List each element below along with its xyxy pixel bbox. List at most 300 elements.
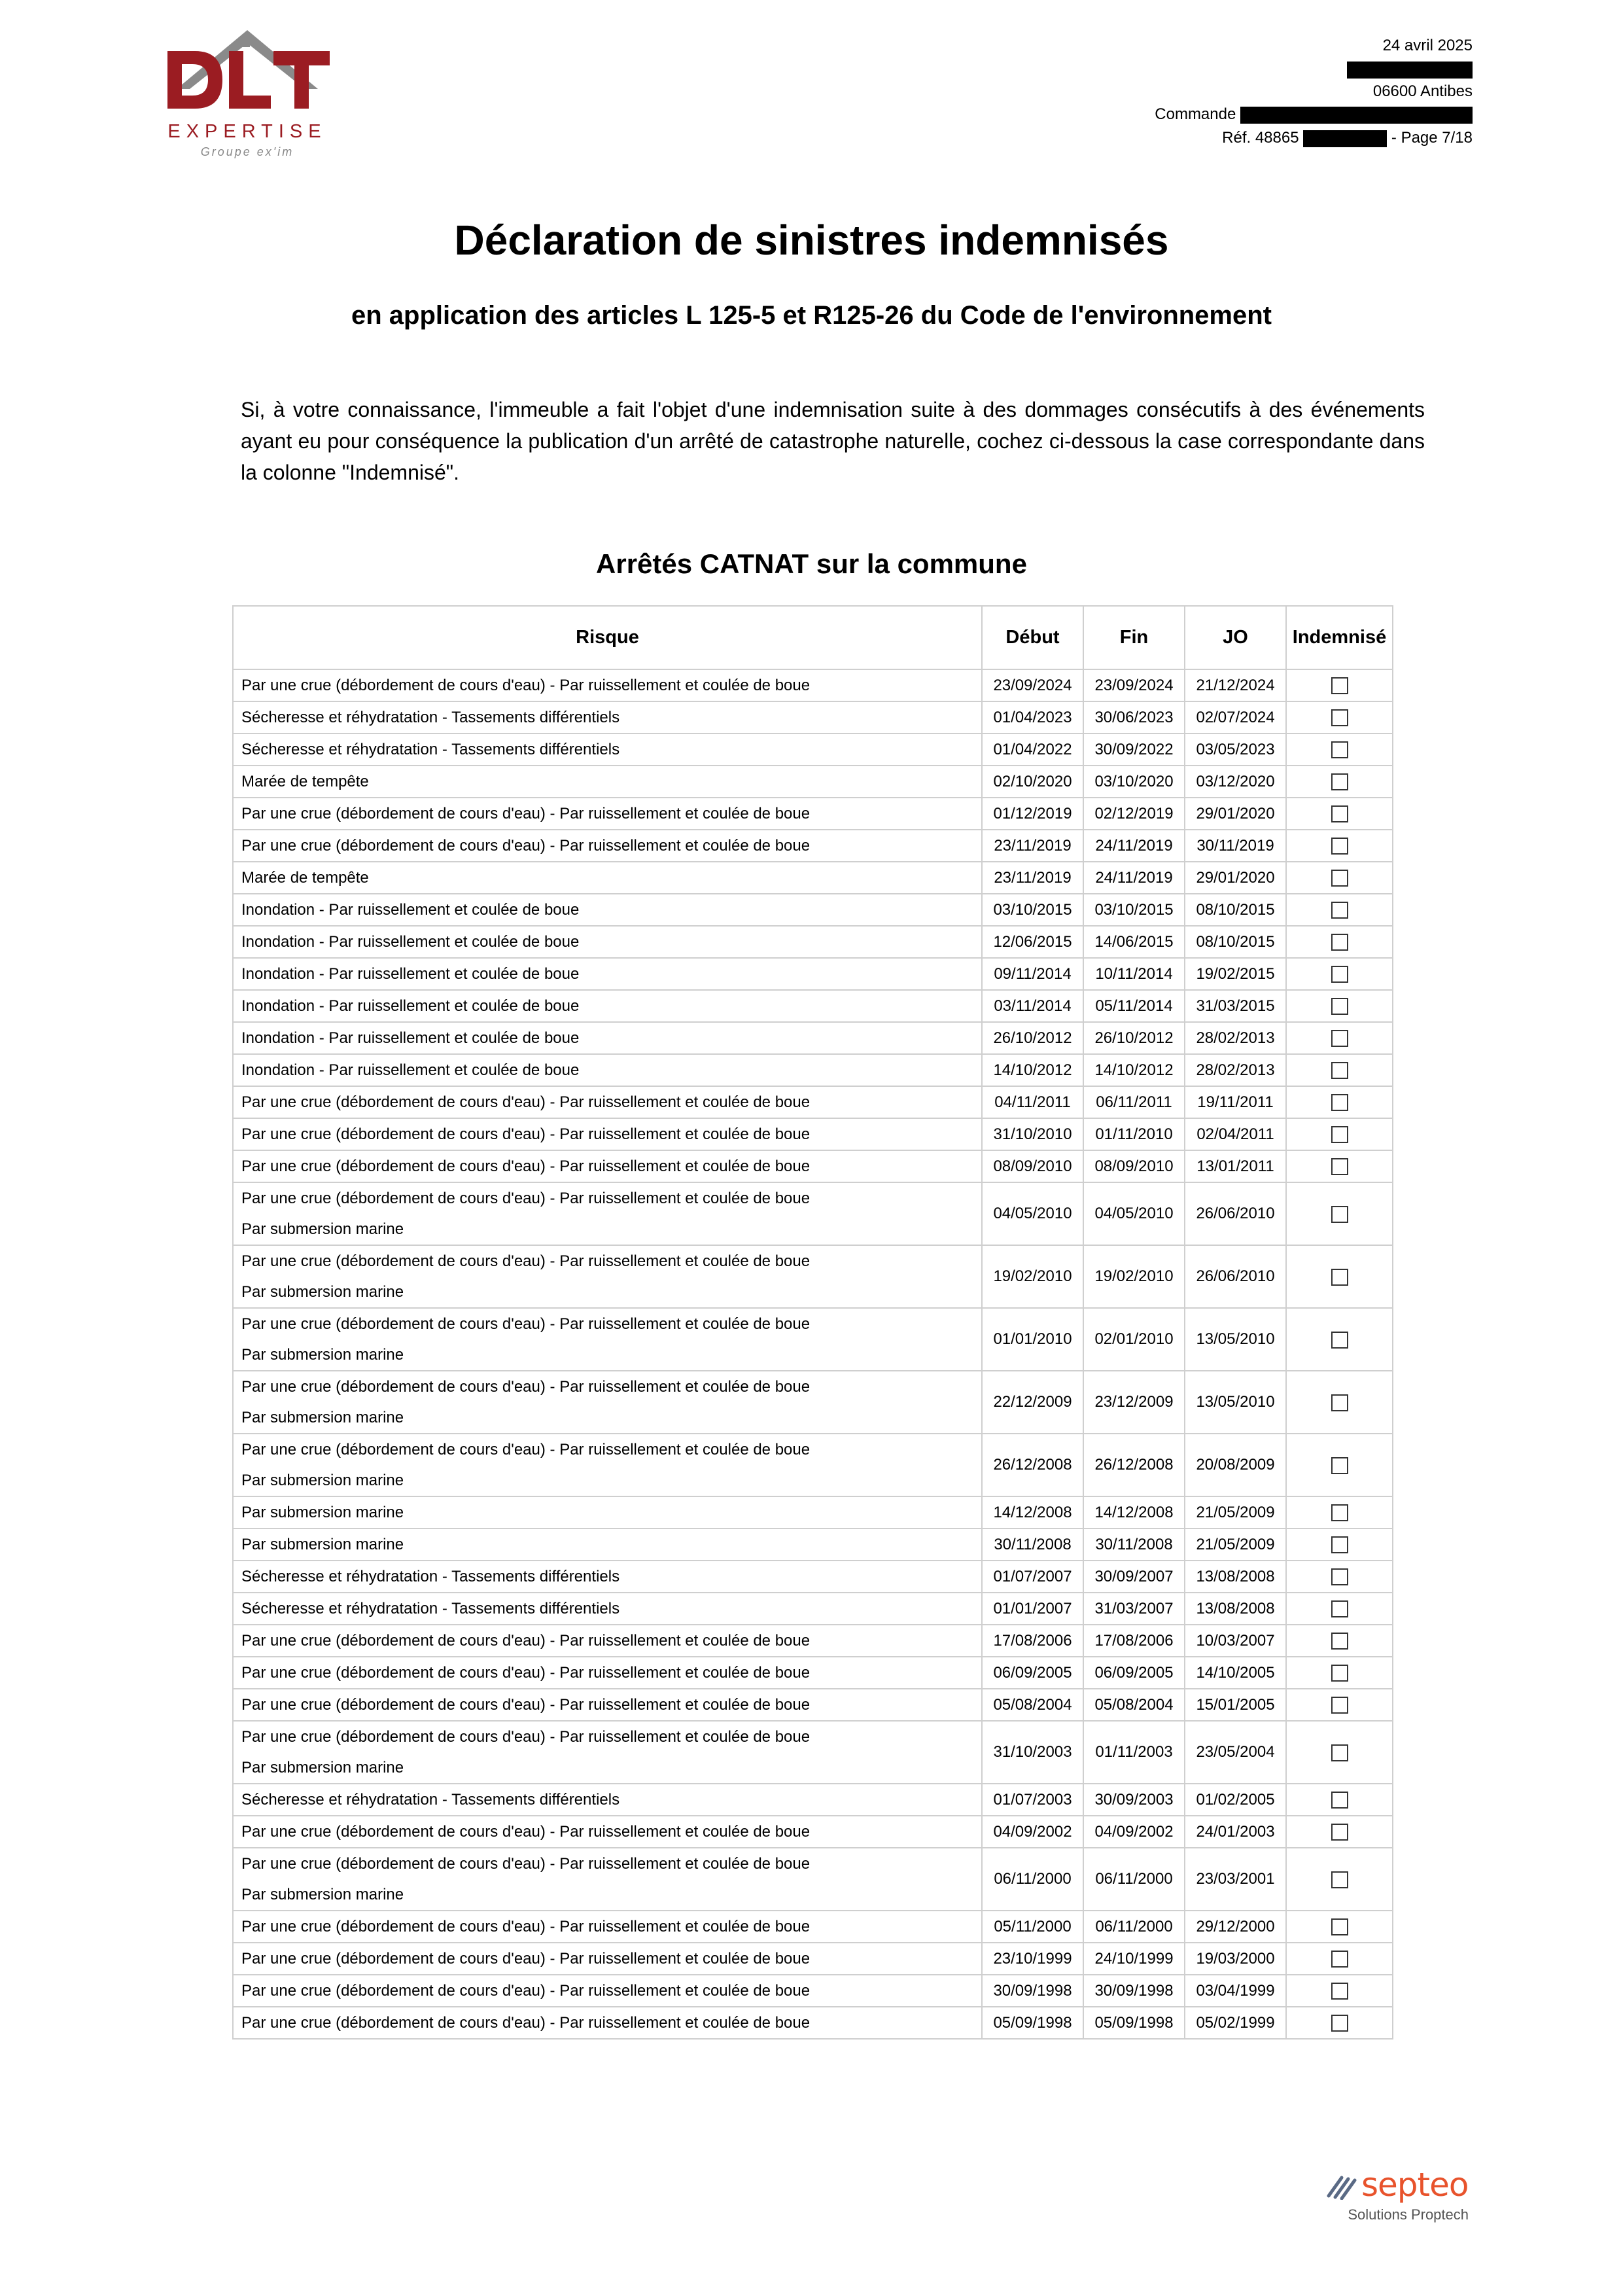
jo-cell: 20/08/2009 <box>1185 1434 1286 1496</box>
indemnise-checkbox[interactable] <box>1331 1951 1348 1968</box>
jo-cell: 02/07/2024 <box>1185 701 1286 733</box>
header-date: 24 avril 2025 <box>1382 37 1473 54</box>
table-row <box>233 894 1393 926</box>
debut-cell: 23/10/1999 <box>982 1943 1083 1975</box>
fin-cell: 30/09/2022 <box>1083 733 1185 766</box>
jo-cell: 10/03/2007 <box>1185 1625 1286 1657</box>
fin-cell: 14/10/2012 <box>1083 1054 1185 1086</box>
risque-cell <box>233 1371 982 1434</box>
column-header-risque: Risque <box>233 606 982 669</box>
indemnise-cell <box>1286 1528 1393 1561</box>
fin-cell: 30/06/2023 <box>1083 701 1185 733</box>
indemnise-cell <box>1286 1150 1393 1182</box>
debut-cell: 01/07/2003 <box>982 1784 1083 1816</box>
table-row <box>233 798 1393 830</box>
redaction-bar <box>1303 130 1387 147</box>
table-row <box>233 1593 1393 1625</box>
indemnise-checkbox[interactable] <box>1331 1697 1348 1714</box>
table-row <box>233 1657 1393 1689</box>
indemnise-checkbox[interactable] <box>1331 773 1348 790</box>
page-title: Déclaration de sinistres indemnisés <box>454 217 1169 264</box>
risque-cell <box>233 669 982 701</box>
risque-line: Sécheresse et réhydratation - Tassements différentiels <box>241 1600 620 1617</box>
debut-cell: 02/10/2020 <box>982 766 1083 798</box>
indemnise-cell <box>1286 1561 1393 1593</box>
fin-cell: 26/12/2008 <box>1083 1434 1185 1496</box>
risque-cell <box>233 1496 982 1528</box>
risque-line: Par une crue (débordement de cours d'eau) - Par ruissellement et coulée de boue <box>241 1125 811 1143</box>
column-header-debut: Début <box>982 606 1083 669</box>
jo-cell: 21/05/2009 <box>1185 1528 1286 1561</box>
jo-cell: 15/01/2005 <box>1185 1689 1286 1721</box>
indemnise-checkbox[interactable] <box>1331 1918 1348 1935</box>
indemnise-checkbox[interactable] <box>1331 966 1348 983</box>
indemnise-checkbox[interactable] <box>1331 1332 1348 1349</box>
indemnise-checkbox[interactable] <box>1331 1158 1348 1175</box>
risque-cell <box>233 1245 982 1308</box>
table-body <box>233 669 1393 2039</box>
risque-line: Par une crue (débordement de cours d'eau) - Par ruissellement et coulée de boue <box>241 677 811 694</box>
risque-line: Par une crue (débordement de cours d'eau) - Par ruissellement et coulée de boue <box>241 1252 811 1270</box>
jo-cell: 31/03/2015 <box>1185 990 1286 1022</box>
fin-cell: 01/11/2010 <box>1083 1118 1185 1150</box>
redaction-bar <box>1240 107 1473 124</box>
risque-line: Par submersion marine <box>241 1759 404 1776</box>
risque-cell <box>233 1943 982 1975</box>
redaction-bar <box>1347 62 1473 79</box>
indemnise-checkbox[interactable] <box>1331 805 1348 822</box>
debut-cell: 08/09/2010 <box>982 1150 1083 1182</box>
indemnise-cell <box>1286 894 1393 926</box>
table-row <box>233 1911 1393 1943</box>
indemnise-cell <box>1286 1434 1393 1496</box>
risque-cell <box>233 862 982 894</box>
risque-line: Par submersion marine <box>241 1346 404 1364</box>
risque-line: Par une crue (débordement de cours d'eau) - Par ruissellement et coulée de boue <box>241 1950 811 1968</box>
indemnise-checkbox[interactable] <box>1331 1062 1348 1079</box>
indemnise-checkbox[interactable] <box>1331 1206 1348 1223</box>
risque-line: Par une crue (débordement de cours d'eau) - Par ruissellement et coulée de boue <box>241 1632 811 1650</box>
table-row <box>233 1308 1393 1371</box>
indemnise-checkbox[interactable] <box>1331 870 1348 887</box>
fin-cell: 30/09/2003 <box>1083 1784 1185 1816</box>
indemnise-checkbox[interactable] <box>1331 1792 1348 1809</box>
debut-cell: 01/04/2023 <box>982 701 1083 733</box>
debut-cell: 01/01/2007 <box>982 1593 1083 1625</box>
indemnise-cell <box>1286 1943 1393 1975</box>
debut-cell: 05/08/2004 <box>982 1689 1083 1721</box>
jo-cell: 19/02/2015 <box>1185 958 1286 990</box>
debut-cell: 04/05/2010 <box>982 1182 1083 1245</box>
risque-line: Marée de tempête <box>241 773 369 790</box>
table-row <box>233 1943 1393 1975</box>
risque-cell <box>233 1721 982 1784</box>
dlt-logo-mark <box>149 26 345 124</box>
risque-cell <box>233 1848 982 1911</box>
column-header-indemnise: Indemnisé <box>1286 606 1393 669</box>
risque-line: Inondation - Par ruissellement et coulée de boue <box>241 901 580 919</box>
fin-cell: 05/11/2014 <box>1083 990 1185 1022</box>
risque-line: Par submersion marine <box>241 1886 404 1903</box>
risque-line: Par une crue (débordement de cours d'eau) - Par ruissellement et coulée de boue <box>241 1728 811 1746</box>
risque-line: Par submersion marine <box>241 1536 404 1553</box>
risque-cell <box>233 1054 982 1086</box>
risque-cell <box>233 701 982 733</box>
indemnise-checkbox[interactable] <box>1331 1030 1348 1047</box>
table-row <box>233 701 1393 733</box>
jo-cell: 29/01/2020 <box>1185 798 1286 830</box>
risque-cell <box>233 894 982 926</box>
risque-cell <box>233 798 982 830</box>
risque-cell <box>233 2007 982 2039</box>
indemnise-checkbox[interactable] <box>1331 1269 1348 1286</box>
risque-cell <box>233 1150 982 1182</box>
risque-line: Par une crue (débordement de cours d'eau) - Par ruissellement et coulée de boue <box>241 1441 811 1458</box>
table-row <box>233 733 1393 766</box>
indemnise-cell <box>1286 1593 1393 1625</box>
jo-cell: 03/04/1999 <box>1185 1975 1286 2007</box>
fin-cell: 30/11/2008 <box>1083 1528 1185 1561</box>
risque-cell <box>233 1593 982 1625</box>
page-subtitle: en application des articles L 125-5 et R125-26 du Code de l'environnement <box>351 301 1272 330</box>
indemnise-cell <box>1286 1054 1393 1086</box>
risque-cell <box>233 1434 982 1496</box>
septeo-mark-icon <box>1325 2171 1359 2200</box>
indemnise-cell <box>1286 1308 1393 1371</box>
risque-cell <box>233 1308 982 1371</box>
risque-cell <box>233 766 982 798</box>
table-row <box>233 1528 1393 1561</box>
indemnise-cell <box>1286 1721 1393 1784</box>
indemnise-checkbox[interactable] <box>1331 1871 1348 1888</box>
risque-line: Par submersion marine <box>241 1409 404 1426</box>
commande-label: Commande <box>1155 105 1236 123</box>
table-row <box>233 1371 1393 1434</box>
risque-line: Sécheresse et réhydratation - Tassements différentiels <box>241 1568 620 1585</box>
fin-cell: 06/11/2000 <box>1083 1911 1185 1943</box>
jo-cell: 21/05/2009 <box>1185 1496 1286 1528</box>
risque-line: Marée de tempête <box>241 869 369 887</box>
intro-paragraph: Si, à votre connaissance, l'immeuble a fait l'objet d'une indemnisation suite à des dommages consécutifs à des événements ayant eu pour conséquence la publication d'un arrêté de catastrophe naturelle, cochez ci-dessous la case correspondante dans la colonne "Indemnisé". <box>241 398 1425 484</box>
debut-cell: 09/11/2014 <box>982 958 1083 990</box>
indemnise-cell <box>1286 1022 1393 1054</box>
table-row <box>233 830 1393 862</box>
jo-cell: 29/12/2000 <box>1185 1911 1286 1943</box>
jo-cell: 01/02/2005 <box>1185 1784 1286 1816</box>
logo-expertise-text: EXPERTISE <box>167 121 327 142</box>
jo-cell: 13/08/2008 <box>1185 1561 1286 1593</box>
column-header-jo: JO <box>1185 606 1286 669</box>
risque-line: Inondation - Par ruissellement et coulée de boue <box>241 1029 580 1047</box>
indemnise-checkbox[interactable] <box>1331 1983 1348 2000</box>
fin-cell: 08/09/2010 <box>1083 1150 1185 1182</box>
indemnise-checkbox[interactable] <box>1331 1504 1348 1521</box>
fin-cell: 06/11/2011 <box>1083 1086 1185 1118</box>
debut-cell: 30/09/1998 <box>982 1975 1083 2007</box>
risque-line: Sécheresse et réhydratation - Tassements différentiels <box>241 709 620 726</box>
indemnise-checkbox[interactable] <box>1331 2015 1348 2032</box>
fin-cell: 02/12/2019 <box>1083 798 1185 830</box>
indemnise-cell <box>1286 1245 1393 1308</box>
risque-cell <box>233 1816 982 1848</box>
debut-cell: 26/10/2012 <box>982 1022 1083 1054</box>
indemnise-checkbox[interactable] <box>1331 838 1348 855</box>
table-row <box>233 1054 1393 1086</box>
risque-cell <box>233 1528 982 1561</box>
debut-cell: 01/07/2007 <box>982 1561 1083 1593</box>
fin-cell: 19/02/2010 <box>1083 1245 1185 1308</box>
table-row <box>233 1150 1393 1182</box>
table-row <box>233 1086 1393 1118</box>
debut-cell: 03/10/2015 <box>982 894 1083 926</box>
table-row <box>233 1689 1393 1721</box>
debut-cell: 23/11/2019 <box>982 862 1083 894</box>
indemnise-cell <box>1286 733 1393 766</box>
fin-cell: 02/01/2010 <box>1083 1308 1185 1371</box>
indemnise-cell <box>1286 958 1393 990</box>
debut-cell: 05/11/2000 <box>982 1911 1083 1943</box>
risque-cell <box>233 830 982 862</box>
risque-cell <box>233 1657 982 1689</box>
jo-cell: 23/05/2004 <box>1185 1721 1286 1784</box>
jo-cell: 30/11/2019 <box>1185 830 1286 862</box>
risque-line: Par une crue (débordement de cours d'eau) - Par ruissellement et coulée de boue <box>241 2014 811 2032</box>
dlt-expertise-logo <box>149 26 345 164</box>
indemnise-checkbox[interactable] <box>1331 1568 1348 1585</box>
indemnise-checkbox[interactable] <box>1331 1600 1348 1617</box>
risque-line: Par une crue (débordement de cours d'eau) - Par ruissellement et coulée de boue <box>241 805 811 822</box>
jo-cell: 03/12/2020 <box>1185 766 1286 798</box>
fin-cell: 24/11/2019 <box>1083 830 1185 862</box>
fin-cell: 06/09/2005 <box>1083 1657 1185 1689</box>
debut-cell: 04/11/2011 <box>982 1086 1083 1118</box>
logo-groupe-text: Groupe ex'im <box>200 145 294 158</box>
jo-cell: 23/03/2001 <box>1185 1848 1286 1911</box>
fin-cell: 30/09/2007 <box>1083 1561 1185 1593</box>
jo-cell: 28/02/2013 <box>1185 1022 1286 1054</box>
debut-cell: 06/09/2005 <box>982 1657 1083 1689</box>
jo-cell: 24/01/2003 <box>1185 1816 1286 1848</box>
jo-cell: 13/08/2008 <box>1185 1593 1286 1625</box>
table-row <box>233 1245 1393 1308</box>
risque-line: Inondation - Par ruissellement et coulée de boue <box>241 965 580 983</box>
indemnise-cell <box>1286 701 1393 733</box>
risque-cell <box>233 1022 982 1054</box>
risque-cell <box>233 990 982 1022</box>
septeo-logo <box>1325 2166 1469 2231</box>
risque-line: Par une crue (débordement de cours d'eau) - Par ruissellement et coulée de boue <box>241 837 811 855</box>
debut-cell: 23/09/2024 <box>982 669 1083 701</box>
indemnise-checkbox[interactable] <box>1331 1665 1348 1682</box>
indemnise-checkbox[interactable] <box>1331 902 1348 919</box>
risque-cell <box>233 1182 982 1245</box>
debut-cell: 14/10/2012 <box>982 1054 1083 1086</box>
header-commande <box>1155 105 1473 124</box>
table-row <box>233 669 1393 701</box>
table-row <box>233 958 1393 990</box>
risque-line: Sécheresse et réhydratation - Tassements différentiels <box>241 741 620 758</box>
table-row <box>233 766 1393 798</box>
indemnise-checkbox[interactable] <box>1331 741 1348 758</box>
table-title: Arrêtés CATNAT sur la commune <box>596 548 1027 579</box>
fin-cell: 10/11/2014 <box>1083 958 1185 990</box>
indemnise-cell <box>1286 1784 1393 1816</box>
risque-cell <box>233 1561 982 1593</box>
debut-cell: 01/01/2010 <box>982 1308 1083 1371</box>
risque-line: Par une crue (débordement de cours d'eau) - Par ruissellement et coulée de boue <box>241 1823 811 1841</box>
jo-cell: 19/11/2011 <box>1185 1086 1286 1118</box>
indemnise-cell <box>1286 1118 1393 1150</box>
risque-line: Par submersion marine <box>241 1283 404 1301</box>
fin-cell: 23/09/2024 <box>1083 669 1185 701</box>
risque-line: Inondation - Par ruissellement et coulée de boue <box>241 933 580 951</box>
table-header-row <box>233 606 1393 669</box>
indemnise-cell <box>1286 1816 1393 1848</box>
indemnise-checkbox[interactable] <box>1331 1744 1348 1761</box>
indemnise-cell <box>1286 1911 1393 1943</box>
fin-cell: 05/08/2004 <box>1083 1689 1185 1721</box>
debut-cell: 17/08/2006 <box>982 1625 1083 1657</box>
risque-line: Par une crue (débordement de cours d'eau) - Par ruissellement et coulée de boue <box>241 1190 811 1207</box>
risque-cell <box>233 1689 982 1721</box>
risque-cell <box>233 926 982 958</box>
table-row <box>233 1434 1393 1496</box>
jo-cell: 02/04/2011 <box>1185 1118 1286 1150</box>
indemnise-cell <box>1286 1689 1393 1721</box>
indemnise-checkbox[interactable] <box>1331 709 1348 726</box>
table-row <box>233 862 1393 894</box>
debut-cell: 01/04/2022 <box>982 733 1083 766</box>
header-city: 06600 Antibes <box>1372 82 1473 100</box>
jo-cell: 26/06/2010 <box>1185 1182 1286 1245</box>
fin-cell: 06/11/2000 <box>1083 1848 1185 1911</box>
jo-cell: 05/02/1999 <box>1185 2007 1286 2039</box>
indemnise-checkbox[interactable] <box>1331 1633 1348 1650</box>
jo-cell: 28/02/2013 <box>1185 1054 1286 1086</box>
debut-cell: 14/12/2008 <box>982 1496 1083 1528</box>
risque-cell <box>233 1784 982 1816</box>
indemnise-cell <box>1286 1371 1393 1434</box>
table-row <box>233 1721 1393 1784</box>
jo-cell: 19/03/2000 <box>1185 1943 1286 1975</box>
indemnise-cell <box>1286 1625 1393 1657</box>
risque-cell <box>233 1086 982 1118</box>
indemnise-checkbox[interactable] <box>1331 1824 1348 1841</box>
risque-line: Par submersion marine <box>241 1504 404 1521</box>
risque-line: Par une crue (débordement de cours d'eau) - Par ruissellement et coulée de boue <box>241 1157 811 1175</box>
jo-cell: 03/05/2023 <box>1185 733 1286 766</box>
risque-line: Par une crue (débordement de cours d'eau) - Par ruissellement et coulée de boue <box>241 1918 811 1935</box>
risque-cell <box>233 1975 982 2007</box>
indemnise-checkbox[interactable] <box>1331 1094 1348 1111</box>
fin-cell: 23/12/2009 <box>1083 1371 1185 1434</box>
indemnise-cell <box>1286 798 1393 830</box>
debut-cell: 30/11/2008 <box>982 1528 1083 1561</box>
risque-cell <box>233 733 982 766</box>
table-row <box>233 1848 1393 1911</box>
debut-cell: 23/11/2019 <box>982 830 1083 862</box>
indemnise-cell <box>1286 1848 1393 1911</box>
fin-cell: 03/10/2020 <box>1083 766 1185 798</box>
risque-line: Sécheresse et réhydratation - Tassements différentiels <box>241 1791 620 1809</box>
indemnise-checkbox[interactable] <box>1331 1536 1348 1553</box>
risque-line: Par une crue (débordement de cours d'eau) - Par ruissellement et coulée de boue <box>241 1982 811 2000</box>
risque-line: Par une crue (débordement de cours d'eau) - Par ruissellement et coulée de boue <box>241 1315 811 1333</box>
fin-cell: 26/10/2012 <box>1083 1022 1185 1054</box>
debut-cell: 12/06/2015 <box>982 926 1083 958</box>
fin-cell: 24/10/1999 <box>1083 1943 1185 1975</box>
indemnise-checkbox[interactable] <box>1331 1394 1348 1411</box>
risque-line: Par une crue (débordement de cours d'eau) - Par ruissellement et coulée de boue <box>241 1664 811 1682</box>
debut-cell: 31/10/2003 <box>982 1721 1083 1784</box>
indemnise-cell <box>1286 830 1393 862</box>
fin-cell: 31/03/2007 <box>1083 1593 1185 1625</box>
debut-cell: 05/09/1998 <box>982 2007 1083 2039</box>
debut-cell: 22/12/2009 <box>982 1371 1083 1434</box>
table-row <box>233 1816 1393 1848</box>
fin-cell: 04/09/2002 <box>1083 1816 1185 1848</box>
risque-line: Par une crue (débordement de cours d'eau) - Par ruissellement et coulée de boue <box>241 1378 811 1396</box>
indemnise-cell <box>1286 2007 1393 2039</box>
column-header-fin: Fin <box>1083 606 1185 669</box>
indemnise-checkbox[interactable] <box>1331 998 1348 1015</box>
indemnise-cell <box>1286 1182 1393 1245</box>
risque-cell <box>233 1118 982 1150</box>
indemnise-checkbox[interactable] <box>1331 934 1348 951</box>
table-row <box>233 1625 1393 1657</box>
indemnise-cell <box>1286 1086 1393 1118</box>
catnat-table <box>232 605 1393 2040</box>
debut-cell: 31/10/2010 <box>982 1118 1083 1150</box>
debut-cell: 03/11/2014 <box>982 990 1083 1022</box>
jo-cell: 21/12/2024 <box>1185 669 1286 701</box>
table-row <box>233 1118 1393 1150</box>
header-reference <box>1222 129 1473 147</box>
indemnise-cell <box>1286 766 1393 798</box>
indemnise-cell <box>1286 862 1393 894</box>
debut-cell: 01/12/2019 <box>982 798 1083 830</box>
fin-cell: 05/09/1998 <box>1083 2007 1185 2039</box>
debut-cell: 26/12/2008 <box>982 1434 1083 1496</box>
fin-cell: 30/09/1998 <box>1083 1975 1185 2007</box>
indemnise-cell <box>1286 926 1393 958</box>
page-number: - Page 7/18 <box>1391 129 1473 147</box>
indemnise-cell <box>1286 1975 1393 2007</box>
risque-line: Inondation - Par ruissellement et coulée de boue <box>241 997 580 1015</box>
fin-cell: 14/06/2015 <box>1083 926 1185 958</box>
risque-line: Par submersion marine <box>241 1220 404 1238</box>
debut-cell: 19/02/2010 <box>982 1245 1083 1308</box>
fin-cell: 04/05/2010 <box>1083 1182 1185 1245</box>
fin-cell: 17/08/2006 <box>1083 1625 1185 1657</box>
indemnise-cell <box>1286 990 1393 1022</box>
debut-cell: 04/09/2002 <box>982 1816 1083 1848</box>
indemnise-cell <box>1286 669 1393 701</box>
risque-line: Par une crue (débordement de cours d'eau) - Par ruissellement et coulée de boue <box>241 1696 811 1714</box>
table-row <box>233 1022 1393 1054</box>
jo-cell: 29/01/2020 <box>1185 862 1286 894</box>
indemnise-checkbox[interactable] <box>1331 1457 1348 1474</box>
risque-line: Par une crue (débordement de cours d'eau) - Par ruissellement et coulée de boue <box>241 1093 811 1111</box>
risque-cell <box>233 958 982 990</box>
debut-cell: 06/11/2000 <box>982 1848 1083 1911</box>
septeo-brand-name: septeo <box>1361 2166 1469 2204</box>
indemnise-checkbox[interactable] <box>1331 677 1348 694</box>
fin-cell: 14/12/2008 <box>1083 1496 1185 1528</box>
table-row <box>233 990 1393 1022</box>
indemnise-checkbox[interactable] <box>1331 1126 1348 1143</box>
jo-cell: 13/05/2010 <box>1185 1308 1286 1371</box>
